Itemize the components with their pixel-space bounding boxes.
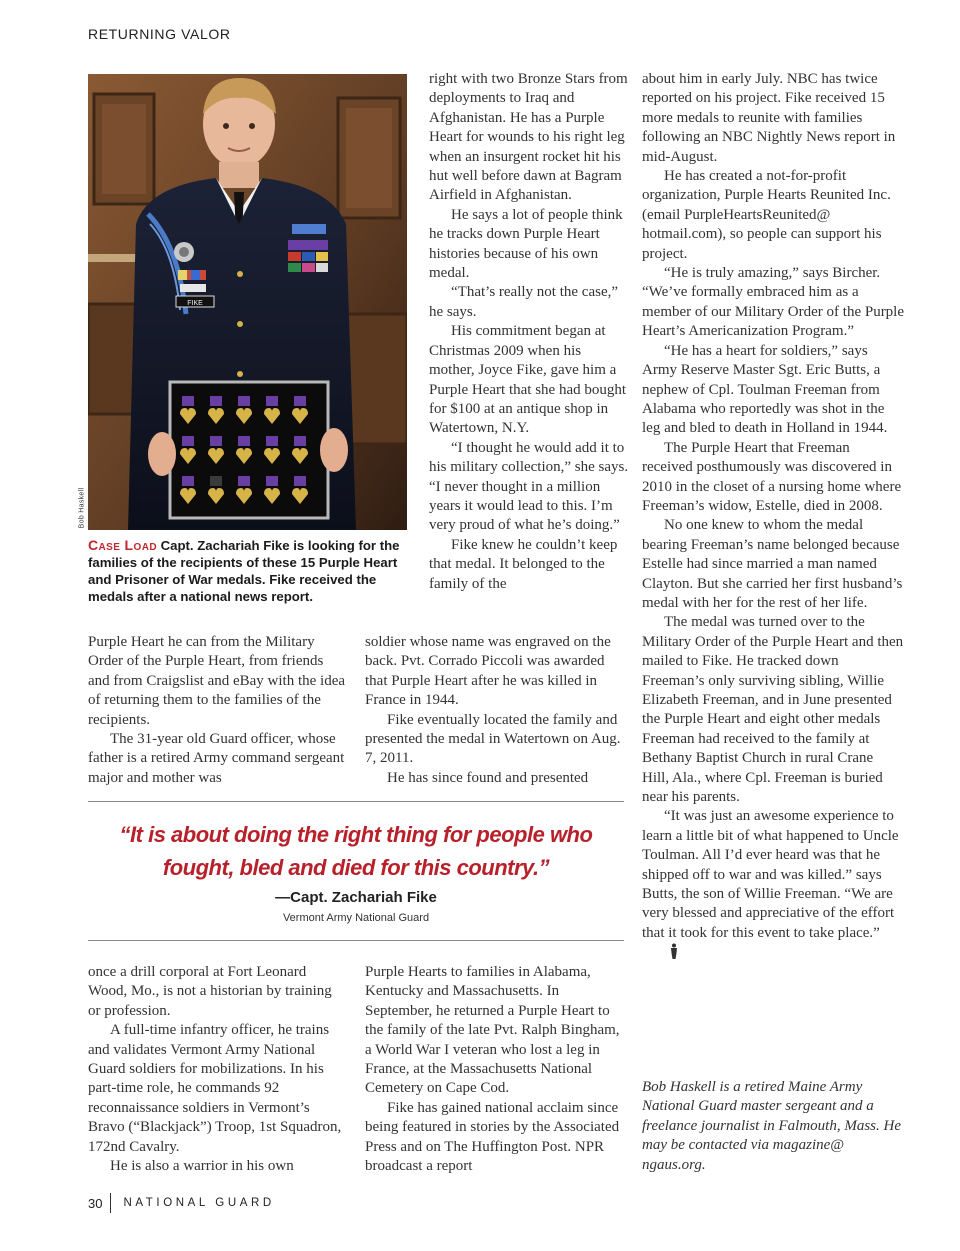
pullquote-attribution-name: —Capt. Zachariah Fike: [275, 889, 437, 906]
paragraph: Fike eventually located the family and presented the medal in Watertown on Aug. 7, 2011.: [365, 711, 621, 767]
paragraph: “He is truly amazing,” says Bircher. “We’ve formally embraced him as a member of our Military Order of the Purple Heart’s Americanization Program.”: [642, 265, 905, 340]
paragraph: The medal was turned over to the Military Order of the Purple Heart and then mailed to Fike. He tracked down Freeman’s only surviving sibling, Willie Elizabeth Freeman, and in June presented the Purple Heart and eight other medals Freeman had received to the family at Bethany Baptist Church in rural Crane Hill, Ala., where Cpl. Freeman is buried near his parents.: [642, 614, 904, 806]
paragraph: A full-time infantry officer, he trains and validates Vermont Army National Guard soldiers for mobilizations. In his part-time role, he commands 92 reconnaissance soldiers in Vermont’s Bravo (“Blackjack”) Troop, 1st Squadron, 172nd Cavalry.: [88, 1022, 342, 1155]
pullquote-rule-top: [88, 801, 624, 802]
caption-kicker: Case Load: [88, 537, 157, 553]
column2-bottom: [365, 963, 623, 1176]
soldier-silhouette-icon: [648, 943, 678, 965]
paragraph: No one knew to whom the medal bearing Freeman’s name belonged because Estelle had since married a man named Clayton. But she carried her first husband’s medal with her for the rest of her life.: [642, 517, 903, 611]
footer-divider: [110, 1193, 111, 1213]
paragraph: about him in early July. NBC has twice reported on his project. Fike received 15 more medals to reunite with families following an NBC Nightly News report in mid-August.: [642, 71, 896, 165]
paragraph: soldier whose name was engraved on the back. Pvt. Corrado Piccoli was awarded that Purple Heart after he was killed in France in 1944.: [365, 634, 611, 709]
paragraph: “That’s really not the case,” he says.: [429, 284, 619, 320]
column3: [642, 70, 904, 966]
column2-mid: [365, 633, 623, 788]
section-label: RETURNING VALOR: [88, 26, 231, 42]
paragraph: The Purple Heart that Freeman received posthumously was discovered in 2010 in the closet of a nursing home where Freeman’s widow, Estelle, died in 2008.: [642, 439, 902, 514]
paragraph: Fike has gained national acclaim since being featured in stories by the Associated Press and on The Huffington Post. NPR broadcast a report: [365, 1099, 620, 1175]
paragraph-text: “It was just an awesome experience to learn a little bit of what happened to Uncle Toulman. All I’d ever heard was that he shipped off to war and was killed.” says Butts, the son of Willie Freeman. “We are very blessed and appreciative of the effort that it took for this event to take place.”: [642, 808, 899, 941]
column1-mid: [88, 633, 346, 788]
pull-quote: “It is about doing the right thing for people who fought, bled and died for this country.”: [119, 822, 593, 880]
paragraph: The 31-year old Guard officer, whose father is a retired Army command sergeant major and mother was: [88, 731, 345, 786]
paragraph: Purple Hearts to families in Alabama, Kentucky and Massachusetts. In September, he returned a Purple Heart to the family of the late Pvt. Ralph Bingham, a World War I veteran who lost a leg in France, at the Massachusetts National Cemetery on Cape Cod.: [365, 964, 620, 1097]
pullquote-attribution-org: Vermont Army National Guard: [282, 912, 430, 924]
magazine-name: NATIONAL GUARD: [123, 1197, 275, 1209]
paragraph: “He has a heart for soldiers,” says Army Reserve Master Sgt. Eric Butts, a nephew of Cpl. Toulman Freeman from Alabama who reportedly was shot in the leg and bled to death in Holland in 1944.: [642, 342, 888, 437]
column2-top: [429, 70, 629, 594]
page-number: 30: [88, 1195, 103, 1211]
paragraph: His commitment began at Christmas 2009 when his mother, Joyce Fike, gave him a Purple Heart that she had bought for $100 at an antique shop in Watertown, N.Y.: [429, 323, 627, 437]
column1-bottom: [88, 963, 346, 1176]
name-tag-text: FIKE: [187, 300, 203, 307]
paragraph-with-end-mark: [642, 807, 904, 965]
photo-caption: [88, 537, 410, 605]
paragraph: right with two Bronze Stars from deployments to Iraq and Afghanistan. He has a Purple Heart for wounds to his right leg when an insurgent rocket hit his hut well before dawn at Bagram Airfield in Afghanistan.: [429, 71, 628, 204]
paragraph: Fike knew he couldn’t keep that medal. It belonged to the family of the: [429, 536, 618, 592]
pullquote-rule-bottom: [88, 940, 624, 941]
page-footer: [88, 1193, 275, 1213]
paragraph: He says a lot of people think he tracks down Purple Heart histories because of his own medal.: [429, 206, 623, 282]
author-bio: Bob Haskell is a retired Maine Army National Guard master sergeant and a freelance journalist in Falmouth, Mass. He may be contacted via magazine@ ngaus.org.: [642, 1079, 901, 1173]
paragraph: He has created a not-for-profit organization, Purple Hearts Reunited Inc. (email PurpleHeartsReunited@ hotmail.com), so people can support his project.: [642, 168, 891, 262]
paragraph: “I thought he would add it to his military collection,” she says. “I never thought in a million years it would lead to this. I’m very proud of what he’s doing.”: [429, 439, 629, 534]
photo-captain-with-medals: [88, 74, 407, 530]
paragraph: He is also a warrior in his own: [110, 1158, 294, 1175]
paragraph: once a drill corporal at Fort Leonard Wood, Mo., is not a historian by training or profession.: [88, 964, 332, 1019]
paragraph: Purple Heart he can from the Military Order of the Purple Heart, from friends and from Craigslist and eBay with the idea of returning them to the families of the recipients.: [88, 634, 346, 728]
photo-credit: Bob Haskell: [78, 487, 86, 529]
caption-text: Capt. Zachariah Fike is looking for the families of the recipients of these 15 Purple Heart and Prisoner of War medals. Fike received the medals after a national news report.: [88, 538, 400, 604]
paragraph: He has since found and presented: [387, 769, 589, 786]
